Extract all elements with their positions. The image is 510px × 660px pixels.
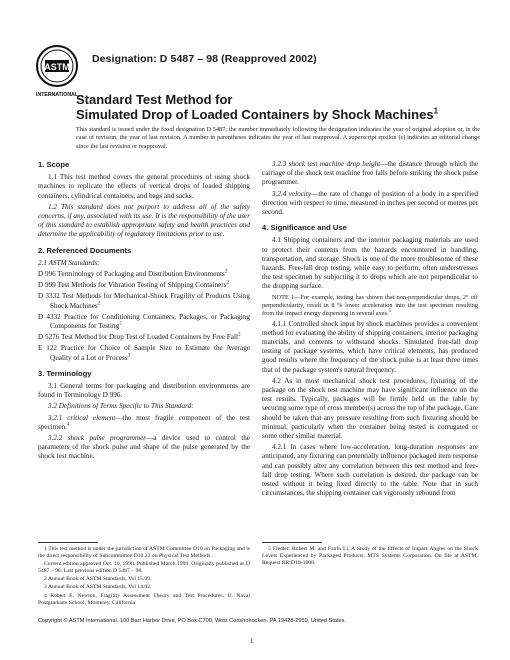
footnotes-left bbox=[38, 542, 250, 608]
title-line-2: Simulated Drop of Loaded Containers by Shock Machines$^1$ bbox=[76, 106, 439, 122]
reference-item: D 4332 Practice for Conditioning Containers, Packages, or Packaging Components for Testing$^2$ bbox=[38, 312, 250, 331]
footnote-3: 3 Annual Book of ASTM Standards, Vol 14.02. bbox=[44, 584, 152, 591]
reference-item: D 999 Test Methods for Vibration Testing of Shipping Containers$^2$ bbox=[38, 280, 229, 290]
paragraph-4-2-1: 4.2.1 In cases where low-acceleration, long-duration responses are anticipated, any fixturing can potentially influence packaged item response and can possibly alter any correlation between this test method and free-fall drop testing. Where such correlation is desired, the package can be tested without it being fixed directly to the table. Note that in such circumstances, the shipping container can vigorously rebound from bbox=[262, 443, 478, 498]
footnote-divider bbox=[262, 542, 322, 543]
preamble: This standard is issued under the fixed designation D 5487; the number immediately following the designation indicates the year of original adoption or, in the case of revision, the year of last revision. A number in parentheses indicates the year of last reapproval. A superscript epsilon (ε) indicates an editorial change since the last revision or reapproval. bbox=[76, 126, 480, 150]
reference-item: D 5276 Test Method for Drop Test of Loaded Containers by Free Fall$^2$ bbox=[38, 332, 241, 342]
title-line-1: Standard Test Method for bbox=[76, 92, 233, 107]
astm-logo bbox=[30, 40, 84, 100]
paragraph-3-2-2: 3.2.2 shock pulse programmer—a device used to control the parameters of the shock pulse and shape of the pulse generated by the shock test machine. bbox=[38, 434, 251, 461]
paragraph-3-2-4: 3.2.4 velocity—the rate of change of position of a body in a specified direction with respect to time, measured in inches per second or metres per second. bbox=[262, 189, 478, 217]
right-column bbox=[262, 160, 478, 501]
astm-logo-icon bbox=[30, 40, 84, 100]
reference-item: E 122 Practice for Choice of Sample Size to Estimate the Average Quality of a Lot or Process$^3$ bbox=[38, 344, 250, 362]
astm-standards-label: 2.1 ASTM Standards: bbox=[38, 258, 100, 267]
copyright-line: Copyright © ASTM International, 100 Barr Harbor Drive, PO Box C700, West Conshohocken, PA 19428-2959, United States. bbox=[38, 618, 346, 624]
left-column bbox=[38, 160, 250, 464]
section-heading-terminology: 3. Terminology bbox=[38, 368, 92, 378]
section-heading-referenced-documents: 2. Referenced Documents bbox=[38, 245, 132, 255]
designation: Designation: D 5487 – 98 (Reapproved 2002) bbox=[92, 53, 317, 65]
reference-item: D 996 Terminology of Packaging and Distribution Environments$^2$ bbox=[38, 269, 228, 279]
paragraph-3-2-3: 3.2.3 shock test machine drop height—the distance through which the carriage of the shock test machine free falls before striking the shock pulse programmer. bbox=[262, 160, 478, 187]
footnote-1: 1 This test method is under the jurisdiction of ASTM Committee D10 on Packaging and is the direct responsibility of Subcommittee D10.22 on Physical Test Methods. bbox=[38, 546, 250, 560]
paragraph-4-1-1: 4.1.1 Controlled shock input by shock machines provides a convenient method for evaluating the ability of shipping containers, interior packaging materials, and contents to withstand shocks. Simulated free-fall drop testing of package systems, which have critical elements, has produced good results where the frequency of the shock pulse is at least three times that of the package system's natural frequency. bbox=[262, 319, 478, 374]
footnotes-right bbox=[262, 542, 478, 568]
section-heading-scope: 1. Scope bbox=[38, 160, 70, 169]
page-number: 1 bbox=[250, 637, 254, 645]
footnote-2: 2 Annual Book of ASTM Standards, Vol 15.09. bbox=[44, 576, 152, 583]
svg-text:ASTM: ASTM bbox=[44, 62, 70, 72]
footnote-1-edition: Current edition approved Oct. 10, 1998. Published March 1999. Originally published as D 5487 – 98. Last previous edition D 5487 – 98. bbox=[38, 561, 250, 575]
paragraph-3-2: 3.2 Definitions of Terms Specific to This Standard: bbox=[48, 402, 194, 411]
document-title bbox=[76, 92, 476, 122]
reference-item: D 3332 Test Methods for Mechanical-Shock Fragility of Products Using Shock Machines$^2$ bbox=[38, 292, 250, 310]
footnote-5: 5 Fiedler, Robert M. and Fanfu Li, A Study of the Effects of Impact Angles on the Shock Levels Experienced by Packaged Products, MTS Systems Corporation. On file at ASTM. Request RR:D10-1008. bbox=[262, 546, 478, 567]
footnote-divider bbox=[38, 542, 98, 543]
section-heading-significance-and-use: 4. Significance and Use bbox=[262, 223, 347, 233]
paragraph-3-2-1: 3.2.1 critical element—the most fragile component of the test specimen.$^4$ bbox=[38, 413, 250, 431]
footnote-4: 4 Robert E. Newton, Fragility Assessment Theory and Test Procedures, U. Naval Postgraduate School, Monterey, California. bbox=[38, 592, 250, 606]
paragraph-3-1: 3.1 General terms for packaging and distribution environments are found in Terminology D 996. bbox=[38, 382, 250, 400]
paragraph-1-2: 1.2 This standard does not purport to address all of the safety concerns, if any, associated with its use. It is the responsibility of the user of this standard to establish appropriate safety and health practices and determine the applicability of regulatory limitations prior to use. bbox=[38, 202, 250, 239]
paragraph-1-1: 1.1 This test method covers the general procedures of using shock machines to replicate the effects of vertical drops of loaded shipping containers, cylindrical containers, and bags and sacks. bbox=[38, 173, 250, 200]
paragraph-4-1: 4.1 Shipping containers and the interior packaging materials are used to protect their contents from the hazards encountered in handling, transportation, and storage. Shock is one of the more troublesome of these hazards. Free-fall drop testing, while easy to perform, often understresses the test specimen by subjecting it to drops which are not perpendicular to the dropping surface. bbox=[262, 236, 478, 291]
svg-text:INTERNATIONAL: INTERNATIONAL bbox=[36, 92, 78, 98]
note-1: NOTE 1—For example, testing has shown that non-perpendicular drops, 2° off perpendicularity, result in 8 % lower acceleration into the test specimen resulting from the impact energy dispersing in several axes.$^5$ bbox=[262, 293, 478, 317]
paragraph-4-2: 4.2 As in most mechanical shock test procedures, fixturing of the package on the shock test machine may have significant influence on the test results. Typically, packages will be firmly held on the table by securing some type of cross member(s) across the top of the package. Care should be taken that any pressure resulting from such fixturing should be minimal, particularly when the container being tested is corrugated or some other similar material. bbox=[262, 376, 478, 441]
